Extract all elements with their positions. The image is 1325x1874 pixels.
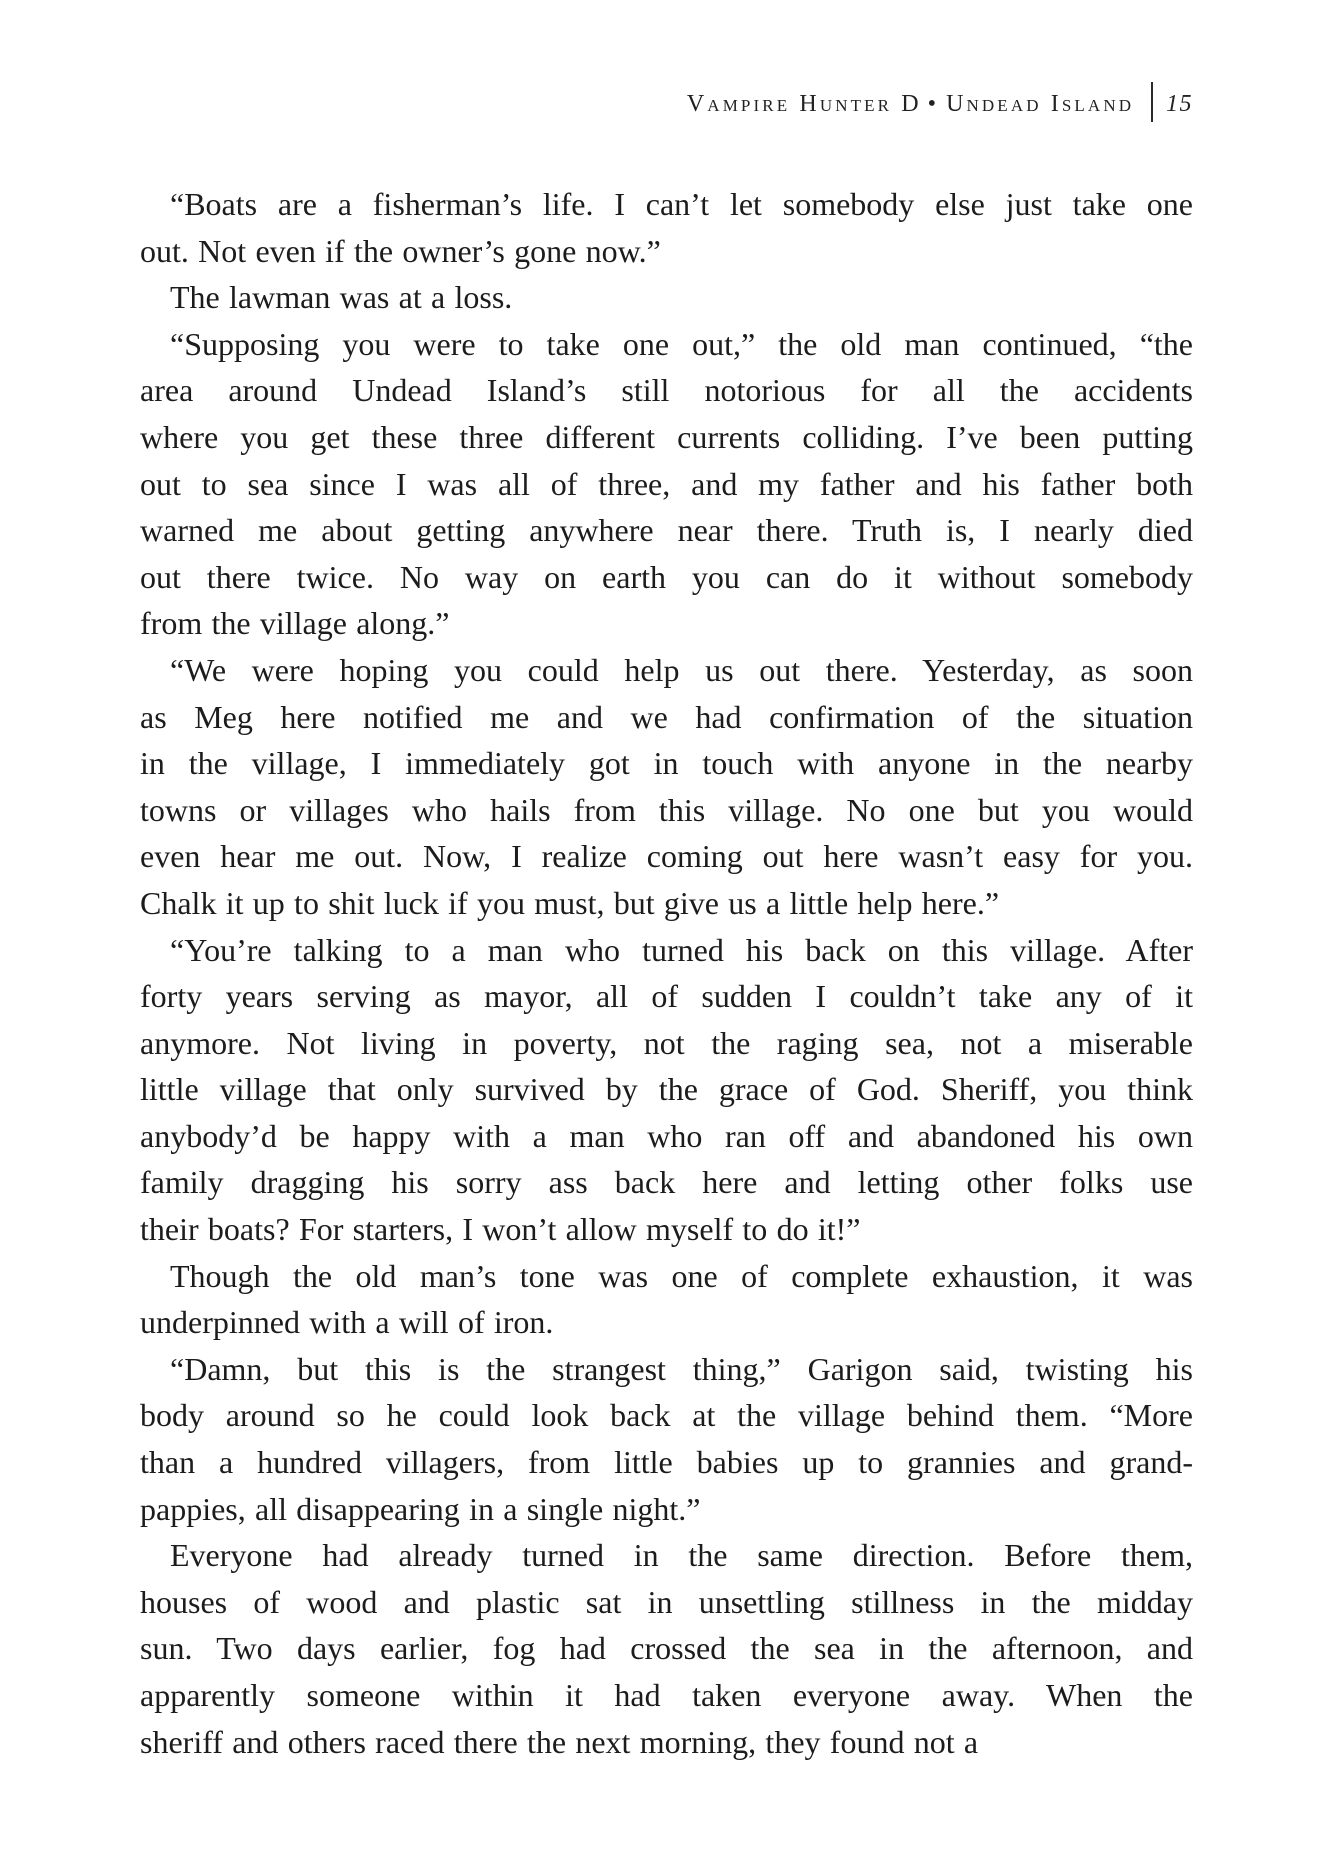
text-line: “Damn, but this is the strangest thing,” Garigon said, twisting his xyxy=(170,1350,1193,1387)
page-number: 15 xyxy=(1166,91,1193,117)
text-line: sheriff and others raced there the next morning, they found not a xyxy=(140,1723,979,1760)
text-line: out there twice. No way on earth you can do it without somebody xyxy=(140,558,1193,595)
text-line: houses of wood and plastic sat in unsettling stillness in the midday xyxy=(140,1583,1193,1620)
text-line: apparently someone within it had taken everyone away. When the xyxy=(140,1677,1193,1713)
paragraph xyxy=(140,1253,1193,1346)
text-line: out. Not even if the owner’s gone now.” xyxy=(140,232,661,269)
text-line: anymore. Not living in poverty, not the raging sea, not a miserable xyxy=(140,1024,1193,1061)
body-text xyxy=(140,181,1193,1765)
text-line: The lawman was at a loss. xyxy=(170,279,513,316)
text-line: underpinned with a will of iron. xyxy=(140,1304,554,1341)
text-line: sun. Two days earlier, fog had crossed the sea in the afternoon, and xyxy=(140,1630,1193,1667)
text-line: their boats? For starters, I won’t allow myself to do it!” xyxy=(140,1211,861,1248)
text-line: as Meg here notified me and we had confirmation of the situation xyxy=(140,698,1193,735)
text-line: than a hundred villagers, from little babies up to grannies and grand- xyxy=(140,1444,1193,1481)
paragraph xyxy=(140,1532,1193,1765)
text-line: forty years serving as mayor, all of sudden I couldn’t take any of it xyxy=(140,978,1193,1015)
page-header xyxy=(140,82,1193,124)
text-line: in the village, I immediately got in touch with anyone in the nearby xyxy=(140,745,1193,782)
text-line: anybody’d be happy with a man who ran off and abandoned his own xyxy=(140,1117,1193,1154)
text-line: area around Undead Island’s still notorious for all the accidents xyxy=(140,372,1193,409)
text-line: Everyone had already turned in the same direction. Before them, xyxy=(170,1537,1193,1574)
text-line: pappies, all disappearing in a single night.” xyxy=(140,1490,701,1527)
text-line: “Boats are a fisherman’s life. I can’t let somebody else just take one xyxy=(170,186,1193,222)
text-line: “Supposing you were to take one out,” the old man continued, “the xyxy=(170,325,1193,362)
paragraph xyxy=(140,927,1193,1253)
text-line: family dragging his sorry ass back here and letting other folks use xyxy=(140,1164,1193,1201)
paragraph xyxy=(140,181,1193,274)
text-line: little village that only survived by the grace of God. Sheriff, you think xyxy=(140,1071,1193,1108)
header-divider xyxy=(1151,82,1153,122)
separator-bullet-icon: • xyxy=(927,91,937,117)
text-line: from the village along.” xyxy=(140,605,450,642)
volume-title: Undead Island xyxy=(946,91,1135,117)
text-line: even hear me out. Now, I realize coming out here wasn’t easy for you. xyxy=(140,838,1193,875)
text-line: Though the old man’s tone was one of complete exhaustion, it was xyxy=(170,1257,1193,1294)
paragraph xyxy=(140,321,1193,647)
text-line: out to sea since I was all of three, and my father and his father both xyxy=(140,465,1193,502)
running-title: Vampire Hunter D xyxy=(686,91,922,117)
text-line: Chalk it up to shit luck if you must, but give us a little help here.” xyxy=(140,884,1000,921)
text-line: towns or villages who hails from this village. No one but you would xyxy=(140,791,1193,828)
paragraph xyxy=(140,274,1193,321)
paragraph xyxy=(140,647,1193,927)
text-line: “You’re talking to a man who turned his back on this village. After xyxy=(170,931,1193,968)
text-line: body around so he could look back at the village behind them. “More xyxy=(140,1397,1193,1434)
paragraph xyxy=(140,1346,1193,1532)
text-line: where you get these three different currents colliding. I’ve been putting xyxy=(140,418,1193,455)
text-line: “We were hoping you could help us out there. Yesterday, as soon xyxy=(170,651,1193,688)
text-line: warned me about getting anywhere near there. Truth is, I nearly died xyxy=(140,512,1193,549)
